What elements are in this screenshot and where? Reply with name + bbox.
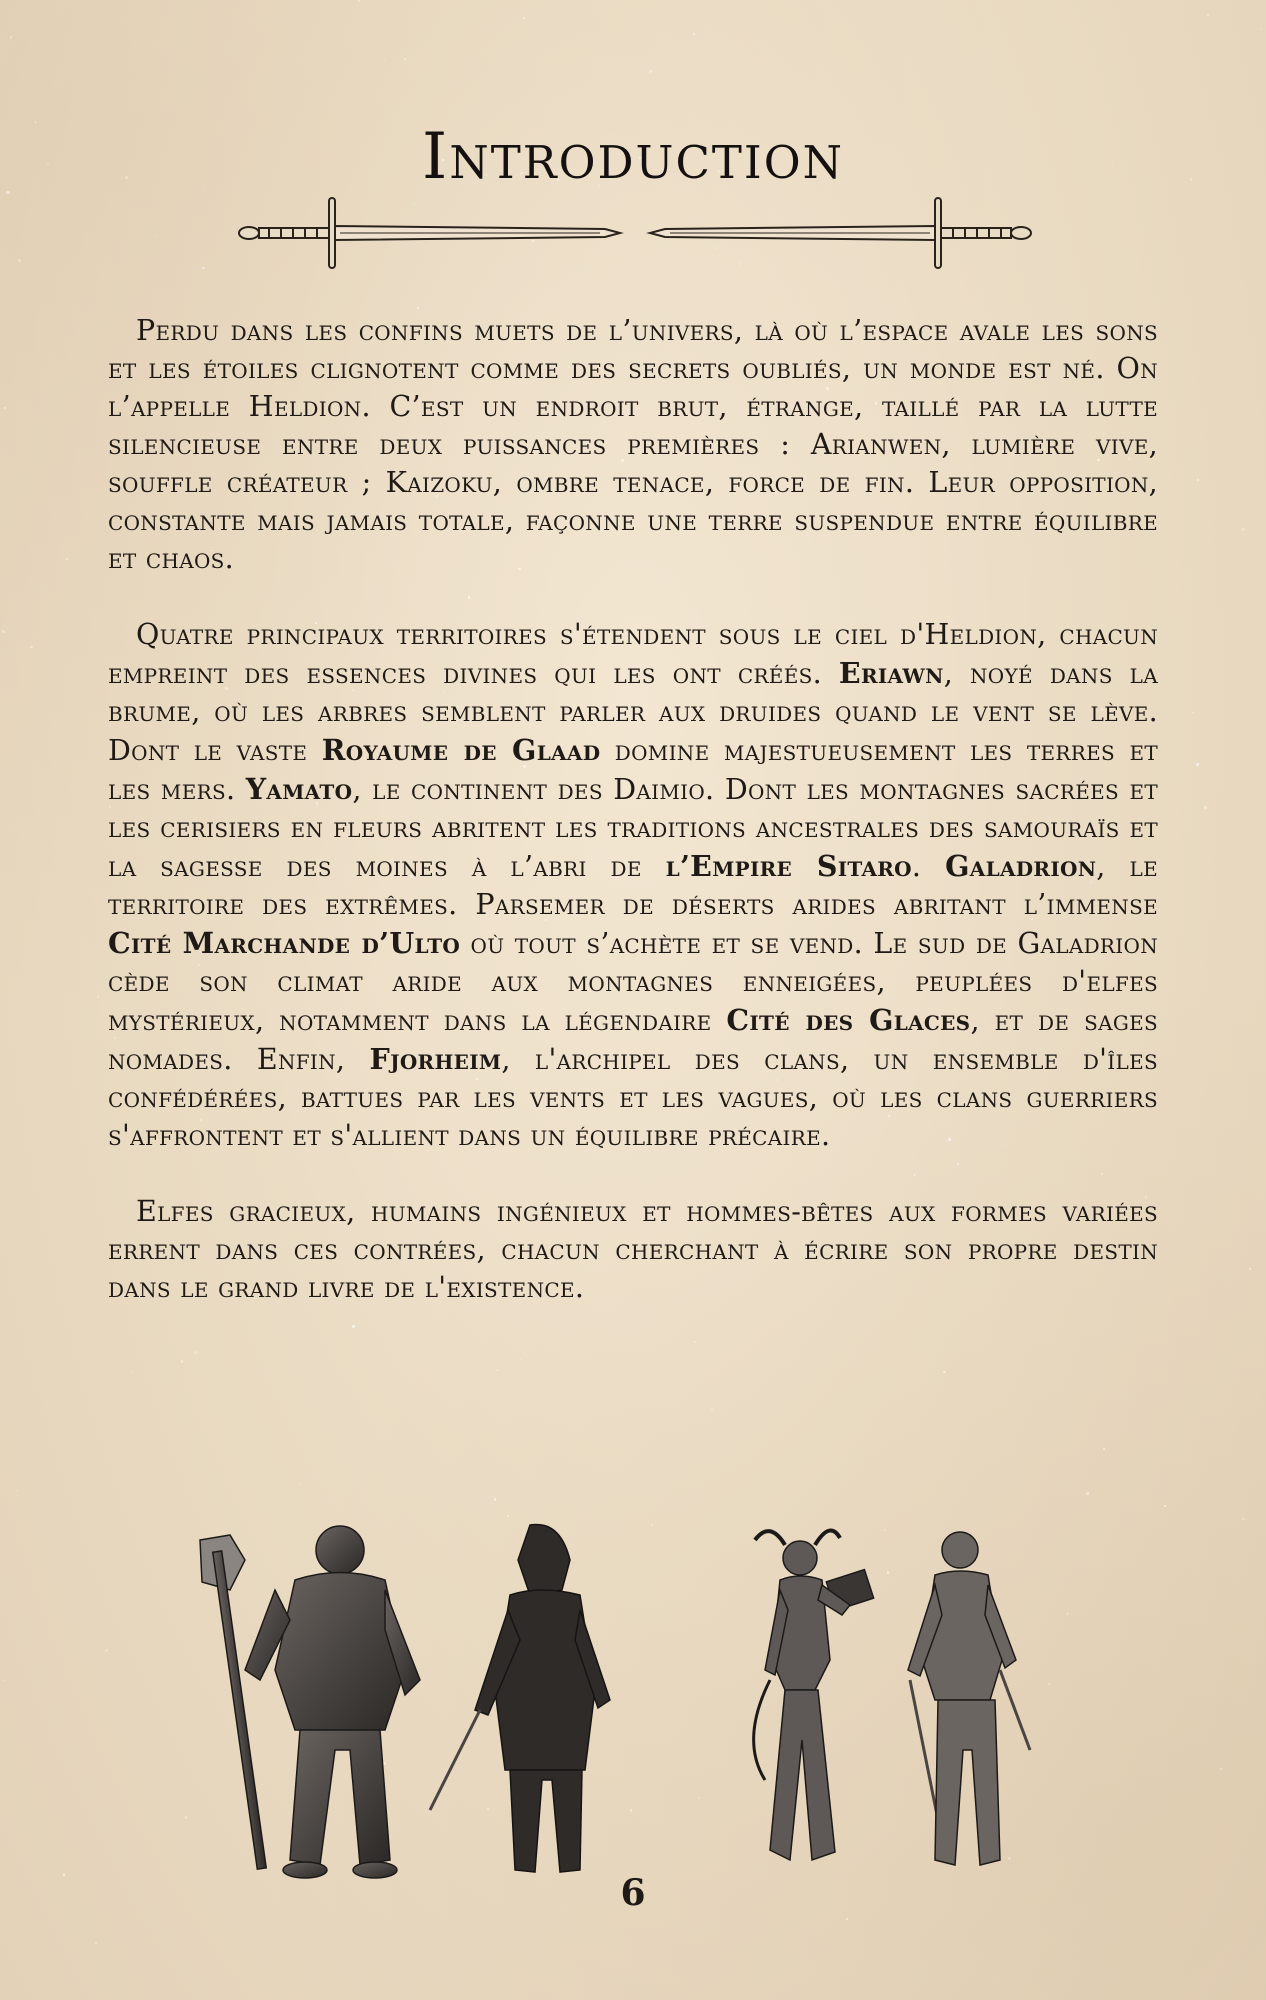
text-run: domine majestueusement les terres et les mers. [108, 734, 1158, 806]
speck [1164, 1505, 1166, 1507]
crossed-swords-divider [235, 196, 1035, 270]
place-name: Fjorheim [369, 1042, 502, 1076]
speck [494, 1498, 496, 1500]
speck [202, 267, 205, 270]
speck [520, 1359, 521, 1360]
speck [417, 307, 419, 309]
text-run: , l'archipel des clans, un ensemble d'îles confédérées, battues par les vents et les vagues, où les clans guerriers s'affrontent et s'allient dans un équilibre précaire. [108, 1043, 1158, 1152]
speck [1220, 1768, 1222, 1770]
place-name: Cité des Glaces [726, 1003, 971, 1037]
text-run: où tout s’achète et se vend. Le sud de Galadrion cède son climat aride aux montagnes enneigées, peuplées d'elfes mystérieux, notamment dans la légendaire [108, 927, 1158, 1037]
text-run: . [911, 850, 946, 883]
text-run: , noyé dans la brume, où les arbres semblent parler aux druides quand le vent se lève. Dont le vaste [108, 657, 1159, 767]
speck [497, 1369, 498, 1370]
speck [16, 1490, 17, 1491]
speck [649, 70, 652, 73]
sword-left-icon [239, 198, 620, 268]
speck [676, 1351, 678, 1353]
speck [1242, 1518, 1245, 1521]
character-illustrations [190, 1520, 1050, 1900]
speck [195, 1411, 196, 1412]
speck [1235, 1243, 1236, 1244]
speck [1086, 1492, 1089, 1495]
swashbuckler-figure [908, 1532, 1030, 1865]
page-title: Introduction [422, 120, 844, 194]
speck [1192, 712, 1194, 714]
speck [30, 646, 32, 648]
speck [95, 1942, 97, 1944]
speck [1067, 1613, 1068, 1614]
paragraph-peoples [108, 1193, 1158, 1307]
tiefling-scholar-figure [754, 1530, 874, 1860]
place-name: Yamato [245, 772, 353, 806]
speck [299, 1483, 301, 1485]
speck [572, 1511, 573, 1512]
place-name: Eriawn [838, 656, 944, 690]
speck [523, 17, 525, 19]
sword-right-icon [650, 198, 1031, 268]
text-run: , le territoire des extrêmes. Parsemer de déserts arides abritant l’immense [108, 850, 1158, 921]
speck [181, 1360, 183, 1362]
speck [10, 36, 12, 38]
body-text [108, 312, 1158, 1345]
place-name: Royaume de Glaad [321, 733, 601, 767]
speck [1244, 890, 1245, 891]
speck [1196, 763, 1199, 766]
text-run: Perdu dans les confins muets de l’univers, là où l’espace avale les sons et les étoiles clignotent comme des secrets oubliés, un monde est né. On l’appelle Heldion. C’est un endroit brut, étrange, taillé par la lutte silencieuse entre deux puissances premières : Arianwen, lumière vive, souffle créateur ; Kaizoku, ombre tenace, force de fin. Leur opposition, constante mais jamais totale, façonne une terre suspendue entre équilibre et chaos. [108, 314, 1158, 575]
speck [4, 407, 6, 409]
text-run: , et de sages nomades. Enfin, [108, 1004, 1159, 1076]
text-run: , le continent des Daimio. Dont les montagnes sacrées et les cerisiers en fleurs abritent les traditions ancestrales des samouraïs et la sagesse des moines à l’abri de [108, 773, 1158, 883]
speck [943, 1371, 946, 1374]
speck [18, 259, 21, 262]
speck [384, 59, 385, 60]
speck [182, 294, 183, 295]
speck [66, 558, 68, 560]
place-name: l’Empire Sitaro [665, 849, 912, 883]
speck [711, 1409, 712, 1410]
speck [994, 1979, 995, 1980]
speck [2, 630, 5, 633]
speck [507, 1515, 509, 1517]
speck [1103, 1448, 1105, 1450]
speck [1197, 479, 1199, 481]
speck [132, 1372, 134, 1374]
speck [846, 1918, 848, 1920]
place-name: Cité Marchande d’Ulto [108, 926, 461, 960]
paragraph-intro [108, 312, 1158, 578]
speck [1249, 1268, 1251, 1270]
speck [185, 1816, 187, 1818]
speck [1260, 28, 1262, 30]
speck [358, 0, 360, 2]
page-number: 6 [620, 1872, 646, 1914]
speck [1204, 806, 1207, 809]
place-name: Galadrion [945, 849, 1097, 883]
speck [404, 58, 407, 61]
text-run: Quatre principaux territoires s'étendent sous le ciel d'Heldion, chacun empreint des essences divines qui les ont créés. [108, 618, 1158, 690]
text-run: Elfes gracieux, humains ingénieux et hommes-bêtes aux formes variées errent dans ces contrées, chacun cherchant à écrire son propre destin dans le grand livre de l'existence. [108, 1195, 1158, 1304]
speck [97, 995, 99, 997]
speck [1207, 14, 1209, 16]
orc-warrior-figure [200, 1526, 420, 1878]
speck [105, 1649, 108, 1652]
speck [194, 1351, 196, 1353]
paragraph-territories [108, 616, 1158, 1155]
speck [693, 33, 695, 35]
speck [156, 235, 158, 237]
speck [1241, 528, 1244, 531]
hooded-assassin-figure [430, 1524, 610, 1872]
speck [4, 1680, 5, 1681]
